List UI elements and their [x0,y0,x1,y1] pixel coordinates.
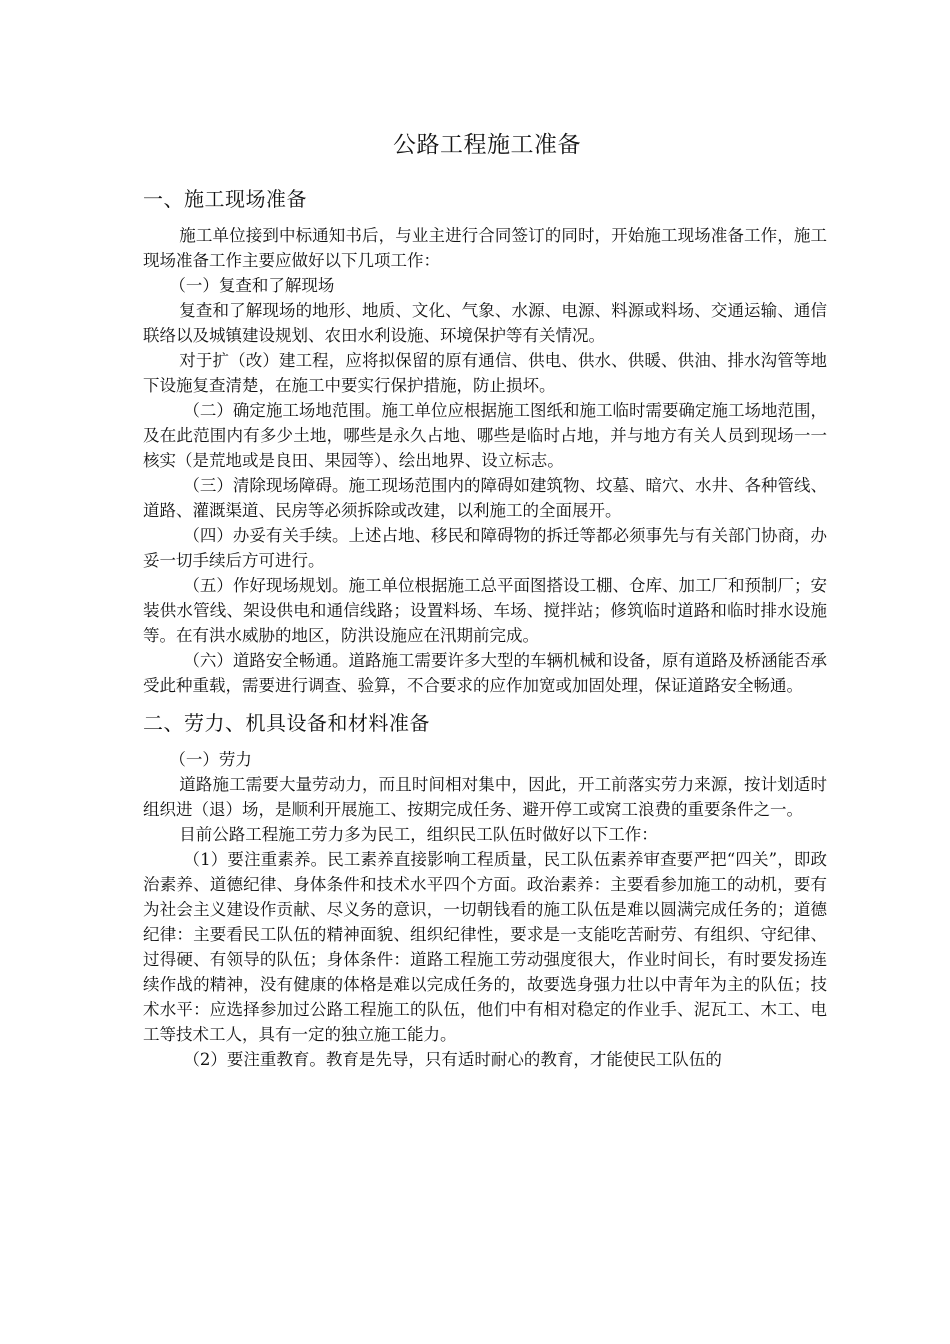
document-page [143,128,827,1072]
paragraph: （六）道路安全畅通。道路施工需要许多大型的车辆机械和设备，原有道路及桥涵能否承受此种重载，需要进行调查、验算，不合要求的应作加宽或加固处理，保证道路安全畅通。 [143,651,827,695]
section-heading-site-preparation: 一、施工现场准备 [143,187,307,211]
paragraph: 目前公路工程施工劳力多为民工，组织民工队伍时做好以下工作： [179,825,658,844]
paragraph: 道路施工需要大量劳动力，而且时间相对集中，因此，开工前落实劳力来源，按计划适时组织进（退）场，是顺利开展施工、按期完成任务、避开停工或窝工浪费的重要条件之一。 [143,775,827,819]
paragraph: 对于扩（改）建工程，应将拟保留的原有通信、供电、供水、供暖、供油、排水沟管等地下设施复查清楚，在施工中要实行保护措施，防止损坏。 [143,351,827,395]
paragraph: （五）作好现场规划。施工单位根据施工总平面图搭设工棚、仓库、加工厂和预制厂；安装供水管线、架设供电和通信线路；设置料场、车场、搅拌站；修筑临时道路和临时排水设施等。在有洪水威胁的地区，防洪设施应在汛期前完成。 [143,576,827,645]
subsection-label: （一）劳力 [169,750,252,769]
paragraph: 复查和了解现场的地形、地质、文化、气象、水源、电源、料源或料场、交通运输、通信联络以及城镇建设规划、农田水利设施、环境保护等有关情况。 [143,301,827,345]
document-title: 公路工程施工准备 [393,132,581,158]
paragraph: （1）要注重素养。民工素养直接影响工程质量，民工队伍素养审查要严把“四关”，即政治素养、道德纪律、身体条件和技术水平四个方面。政治素养：主要看参加施工的动机，要有为社会主义建设作贡献、尽义务的意识，一切朝钱看的施工队伍是难以圆满完成任务的；道德纪律：主要看民工队伍的精神面貌、组织纪律性，要求是一支能吃苦耐劳、有组织、守纪律、过得硬、有领导的队伍；身体条件：道路工程施工劳动强度很大，作业时间长，有时要发扬连续作战的精神，没有健康的体格是难以完成任务的，故要选身强力壮以中青年为主的队伍；技术水平：应选择参加过公路工程施工的队伍，他们中有相对稳定的作业手、泥瓦工、木工、电工等技术工人，具有一定的独立施工能力。 [143,850,827,1044]
subsection-label: （一）复查和了解现场 [169,276,335,295]
paragraph: 施工单位接到中标通知书后，与业主进行合同签订的同时，开始施工现场准备工作，施工现场准备工作主要应做好以下几项工作： [143,226,827,270]
paragraph: （二）确定施工场地范围。施工单位应根据施工图纸和施工临时需要确定施工场地范围，及在此范围内有多少土地，哪些是永久占地、哪些是临时占地，并与地方有关人员到现场一一核实（是荒地或是良田、果园等）、绘出地界、设立标志。 [143,401,827,470]
paragraph: （三）清除现场障碍。施工现场范围内的障碍如建筑物、坟墓、暗穴、水井、各种管线、道路、灌溉渠道、民房等必须拆除或改建，以利施工的全面展开。 [143,476,827,520]
paragraph: （四）办妥有关手续。上述占地、移民和障碍物的拆迁等都必须事先与有关部门协商，办妥一切手续后方可进行。 [143,526,827,570]
paragraph: （2）要注重教育。教育是先导，只有适时耐心的教育，才能使民工队伍的 [183,1050,722,1069]
section-heading-labor-equipment-materials: 二、劳力、机具设备和材料准备 [143,711,430,735]
